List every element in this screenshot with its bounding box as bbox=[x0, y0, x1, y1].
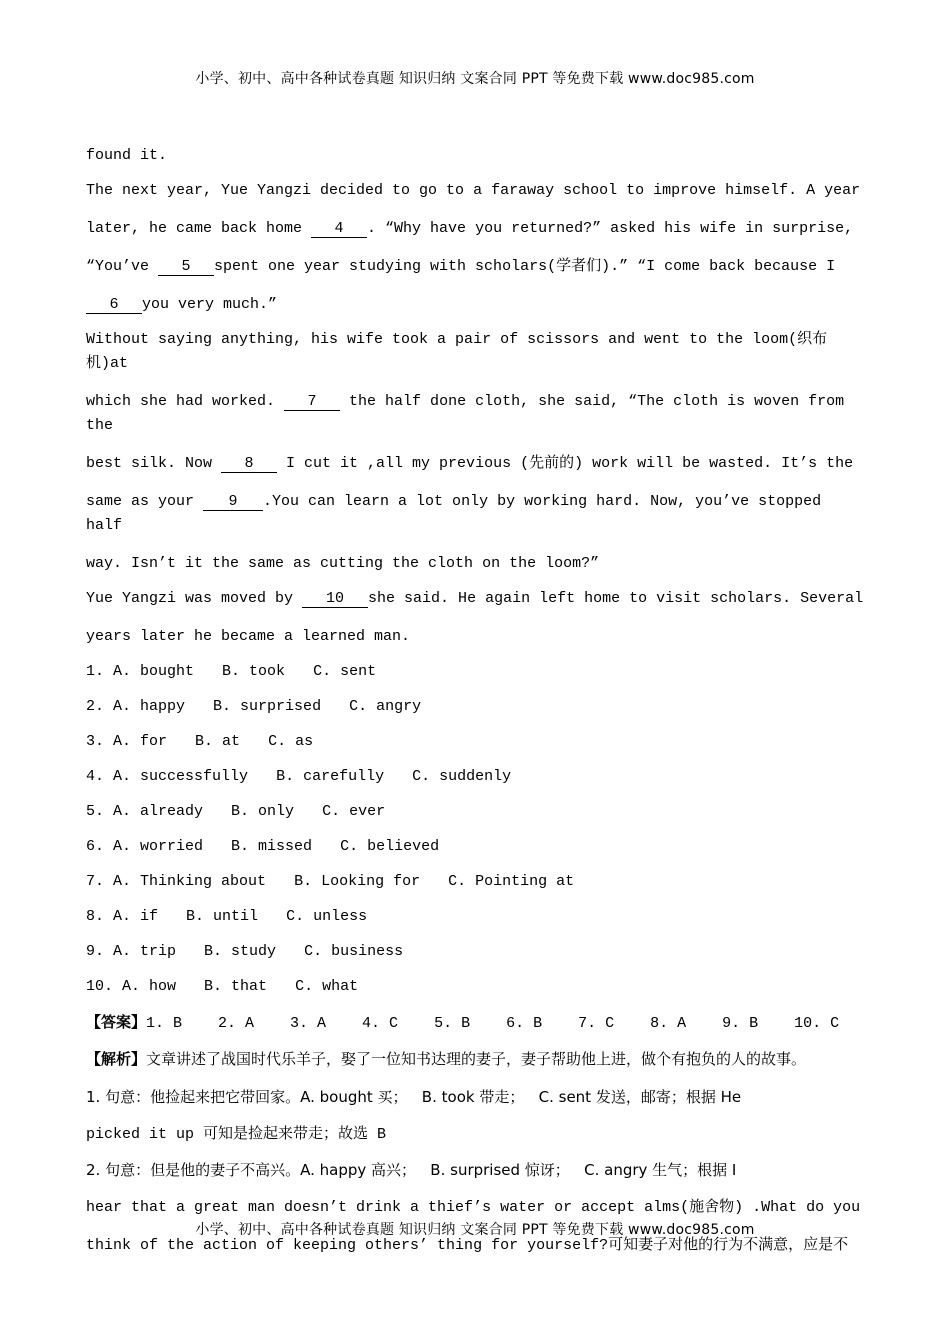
blank-4: 4 bbox=[311, 221, 367, 238]
analysis-summary: 【解析】文章讲述了战国时代乐羊子，娶了一位知书达理的妻子，妻子帮助他上进，做个有抱负的人的故事。 bbox=[86, 1050, 807, 1068]
question-item: 5. A. already B. only C. ever bbox=[86, 803, 386, 820]
blank-10: 10 bbox=[302, 591, 368, 608]
question-item: 2. A. happy B. surprised C. angry bbox=[86, 698, 422, 715]
question-item: 7. A. Thinking about B. Looking for C. Pointing at bbox=[86, 873, 575, 890]
passage-line: same as your 9 .You can learn a lot only by working hard. Now, you’ve stopped half bbox=[86, 493, 822, 534]
blank-6: 6 bbox=[86, 297, 142, 314]
passage-line: best silk. Now 8 I cut it ,all my previous (先前的) work will be wasted. It’s the bbox=[86, 455, 854, 472]
analysis-line: 1. 句意：他捡起来把它带回家。A. bought 买； B. took 带走； C. sent 发送，邮寄；根据 He bbox=[86, 1088, 742, 1106]
page-header: 小学、初中、高中各种试卷真题 知识归纳 文案合同 PPT 等免费下载 www.doc985.com bbox=[195, 71, 755, 87]
blank-8: 8 bbox=[221, 456, 277, 473]
analysis-line: think of the action of keeping others’ thing for yourself?可知妻子对他的行为不满意，应是不 bbox=[86, 1237, 849, 1254]
question-item: 9. A. trip B. study C. business bbox=[86, 943, 404, 960]
analysis-label: 【解析】 bbox=[86, 1050, 147, 1068]
question-item: 4. A. successfully B. carefully C. suddenly bbox=[86, 768, 512, 785]
analysis-line: hear that a great man doesn’t drink a thief’s water or accept alms(施舍物) .What do you bbox=[86, 1199, 861, 1216]
blank-5: 5 bbox=[158, 259, 214, 276]
answer-label: 【答案】 bbox=[86, 1013, 147, 1031]
passage-line: The next year, Yue Yangzi decided to go to a faraway school to improve himself. A year bbox=[86, 182, 861, 199]
passage-line: 6 you very much.” bbox=[86, 293, 866, 317]
passage-line: way. Isn’t it the same as cutting the cloth on the loom?” bbox=[86, 555, 600, 572]
question-item: 1. A. bought B. took C. sent bbox=[86, 663, 377, 680]
passage-line: Yue Yangzi was moved by 10 she said. He again left home to visit scholars. Several bbox=[86, 590, 864, 607]
question-item: 8. A. if B. until C. unless bbox=[86, 908, 368, 925]
passage-line: which she had worked. 7 the half done cloth, she said, “The cloth is woven from the bbox=[86, 393, 845, 434]
blank-7: 7 bbox=[284, 394, 340, 411]
question-item: 10. A. how B. that C. what bbox=[86, 978, 359, 995]
blank-9: 9 bbox=[203, 494, 263, 511]
passage-line: Without saying anything, his wife took a pair of scissors and went to the loom(织布机)at bbox=[86, 331, 828, 372]
question-item: 3. A. for B. at C. as bbox=[86, 733, 314, 750]
passage-line: “You’ve 5 spent one year studying with scholars(学者们).” “I come back because I bbox=[86, 258, 836, 275]
answer-text: 1. B 2. A 3. A 4. C 5. B 6. B 7. C 8. A 9. B 10. C bbox=[146, 1015, 840, 1032]
passage-line: later, he came back home 4 . “Why have you returned?” asked his wife in surprise, bbox=[86, 220, 854, 237]
question-list bbox=[86, 660, 866, 999]
question-item: 6. A. worried B. missed C. believed bbox=[86, 838, 440, 855]
passage-line: found it. bbox=[86, 147, 168, 164]
analysis-line: 2. 句意：但是他的妻子不高兴。A. happy 高兴； B. surprised 惊讶； C. angry 生气；根据 I bbox=[86, 1161, 737, 1179]
passage-line: years later he became a learned man. bbox=[86, 628, 411, 645]
answer-line bbox=[86, 1010, 866, 1036]
document-body bbox=[86, 144, 866, 1258]
page-footer: 小学、初中、高中各种试卷真题 知识归纳 文案合同 PPT 等免费下载 www.doc985.com bbox=[195, 1222, 755, 1238]
analysis-line: picked it up 可知是捡起来带走；故选 B bbox=[86, 1126, 387, 1143]
